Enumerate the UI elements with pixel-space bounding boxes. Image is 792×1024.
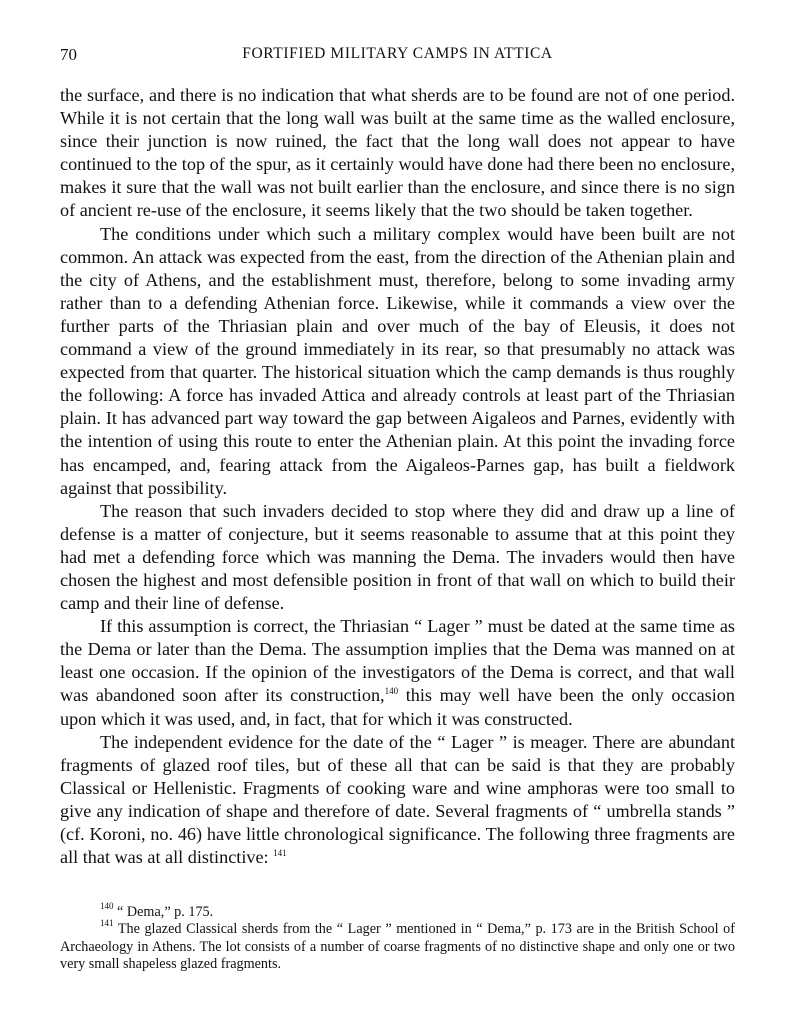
paragraph-4-text-b: this may well have been the only occasion upon which it was used, and, in fact, that for which it was constructed. bbox=[60, 685, 735, 729]
main-text bbox=[60, 84, 735, 869]
paragraph-4-text-a: If this assumption is correct, the Thriasian “ Lager ” must be dated at the same time as the Dema or later than the Dema. The assumption implies that the Dema was manned on at least one occasion. If the opinion of the investigators of the Dema is correct, and that wall was abandoned soon after its construction, bbox=[60, 616, 735, 706]
footnote-140 bbox=[60, 901, 735, 921]
footnote-ref-141[interactable]: 141 bbox=[273, 848, 287, 859]
footnote-text: The glazed Classical sherds from the “ Lager ” mentioned in “ Dema,” p. 173 are in the British School of Archaeology in Athens. The lot consists of a number of coarse fragments of no distinctive shape and only one or two very small shapeless glazed fragments. bbox=[60, 921, 735, 973]
paragraph-1: the surface, and there is no indication that what sherds are to be found are not of one period. While it is not certain that the long wall was built at the same time as the walled enclosure, since their junction is now ruined, the fact that the long wall does not appear to have continued to the top of the spur, as it certainly would have done had there been no enclosure, makes it sure that the wall was not built earlier than the enclosure, and since there is no sign of ancient re-use of the enclosure, it seems likely that the two should be taken together. bbox=[60, 85, 735, 221]
footnote-text: “ Dema,” p. 175. bbox=[117, 904, 214, 920]
footnotes bbox=[60, 901, 735, 974]
running-title: FORTIFIED MILITARY CAMPS IN ATTICA bbox=[242, 45, 553, 62]
page-number: 70 bbox=[60, 45, 77, 64]
paragraph-3: The reason that such invaders decided to stop where they did and draw up a line of defense is a matter of conjecture, but it seems reasonable to assume that at this point they had met a defending force which was manning the Dema. The invaders would then have chosen the highest and most defensible position in front of that wall on which to build their camp and their line of defense. bbox=[60, 500, 735, 614]
footnote-number: 141 bbox=[100, 918, 114, 929]
footnote-ref-140[interactable]: 140 bbox=[384, 686, 399, 697]
paragraph-2: The conditions under which such a military complex would have been built are not common. An attack was expected from the east, from the direction of the Athenian plain and the city of Athens, and the establishment must, therefore, belong to some invading army rather than to a defending Athenian force. Likewise, while it commands a view over the further parts of the Thriasian plain and over much of the bay of Eleusis, it does not command a view of the ground immediately in its rear, so that presumably no attack was expected from that quarter. The historical situation which the camp demands is thus roughly the following: A force has invaded Attica and already controls at least part of the Thriasian plain. It has advanced part way toward the gap between Aigaleos and Parnes, evidently with the intention of using this route to enter the Athenian plain. At this point the invading force has encamped, and, fearing attack from the Aigaleos-Parnes gap, has built a fieldwork against that possibility. bbox=[60, 223, 735, 498]
page-header bbox=[60, 45, 735, 69]
footnote-number: 140 bbox=[100, 901, 114, 911]
paragraph-5 bbox=[60, 731, 735, 870]
footnote-141 bbox=[60, 918, 735, 973]
paragraph-4 bbox=[60, 615, 735, 730]
paragraph-5-text: The independent evidence for the date of the “ Lager ” is meager. There are abundant fragments of glazed roof tiles, but of these all that can be said is that they are probably Classical or Hellenistic. Fragments of cooking ware and wine amphoras were too small to give any indication of shape and therefore of date. Several fragments of “ umbrella stands ” (cf. Koroni, no. 46) have little chronological significance. The following three fragments are all that was at all distinctive: bbox=[60, 731, 735, 868]
